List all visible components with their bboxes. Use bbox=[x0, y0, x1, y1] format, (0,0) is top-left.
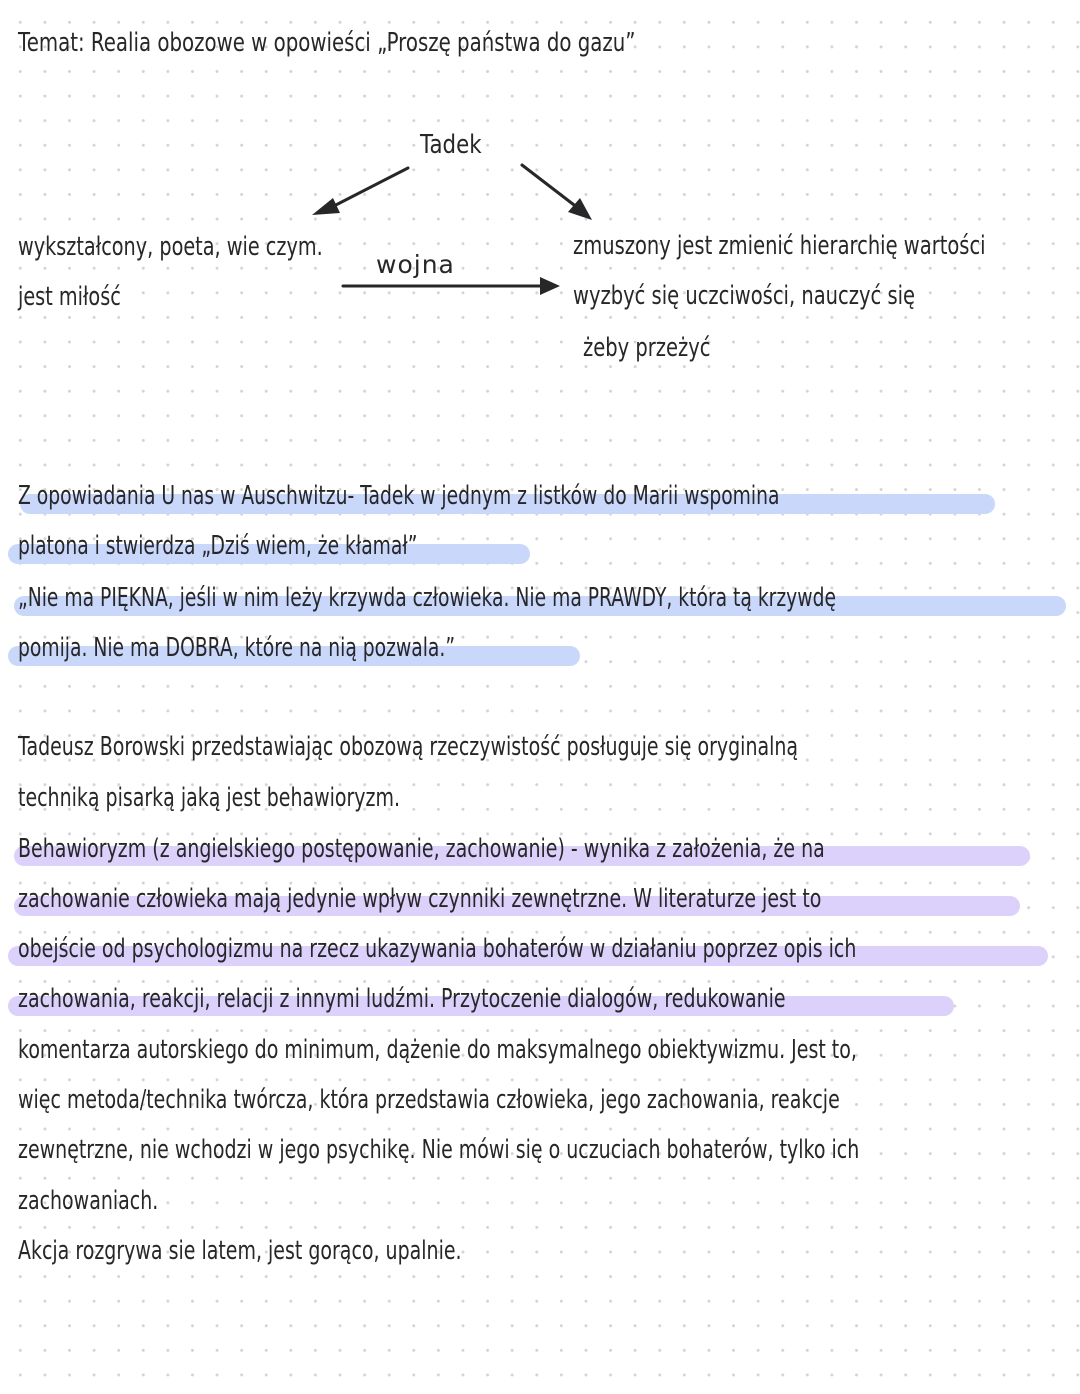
arrow-right-icon bbox=[522, 165, 592, 220]
diagram-center-label: Tadek bbox=[420, 130, 482, 160]
quote-paragraph-line: „Nie ma PIĘKNA, jeśli w nim leży krzywda człowieka. Nie ma PRAWDY, która tą krzywdę bbox=[18, 583, 836, 613]
quote-paragraph-line: platona i stwierdza „Dziś wiem, że kłamał” bbox=[18, 531, 418, 561]
diagram-right-line: żeby przeżyć bbox=[583, 333, 711, 363]
behaviorism-paragraph-line: Akcja rozgrywa sie latem, jest gorąco, upalnie. bbox=[18, 1236, 462, 1266]
behaviorism-paragraph-line: więc metoda/technika twórcza, która przedstawia człowieka, jego zachowania, reakcje bbox=[18, 1085, 840, 1115]
behaviorism-paragraph-line: Tadeusz Borowski przedstawiając obozową rzeczywistość posługuje się oryginalną bbox=[18, 732, 799, 762]
arrow-left-icon bbox=[312, 168, 408, 215]
diagram-left-line: wykształcony, poeta, wie czym. bbox=[18, 232, 323, 262]
behaviorism-paragraph-line: zachowanie człowieka mają jedynie wpływ czynniki zewnętrzne. W literaturze jest to bbox=[18, 884, 822, 914]
behaviorism-paragraph-line: obejście od psychologizmu na rzecz ukazywania bohaterów w działaniu poprzez opis ich bbox=[18, 934, 857, 964]
behaviorism-paragraph-line: Behawioryzm (z angielskiego postępowanie, zachowanie) - wynika z założenia, że na bbox=[18, 834, 825, 864]
diagram-arrow-label: wojna bbox=[376, 250, 455, 279]
quote-paragraph-line: pomija. Nie ma DOBRA, które na nią pozwala.” bbox=[18, 633, 456, 663]
diagram-right-line: zmuszony jest zmienić hierarchię wartości bbox=[573, 231, 986, 261]
diagram-right-line: wyzbyć się uczciwości, nauczyć się bbox=[573, 281, 916, 311]
behaviorism-paragraph-line: techniką pisarką jaką jest behawioryzm. bbox=[18, 783, 401, 813]
behaviorism-paragraph-line: komentarza autorskiego do minimum, dążenie do maksymalnego obiektywizmu. Jest to, bbox=[18, 1035, 857, 1065]
behaviorism-paragraph-line: zachowania, reakcji, relacji z innymi ludźmi. Przytoczenie dialogów, redukowanie bbox=[18, 984, 786, 1014]
quote-paragraph-line: Z opowiadania U nas w Auschwitzu- Tadek w jednym z listków do Marii wspomina bbox=[18, 481, 780, 511]
behaviorism-paragraph-line: zachowaniach. bbox=[18, 1186, 159, 1216]
behaviorism-paragraph-line: zewnętrzne, nie wchodzi w jego psychikę. Nie mówi się o uczuciach bohaterów, tylko ich bbox=[18, 1135, 860, 1165]
diagram-left-line: jest miłość bbox=[18, 282, 121, 312]
page-title: Temat: Realia obozowe w opowieści „Proszę państwa do gazu” bbox=[18, 28, 636, 58]
